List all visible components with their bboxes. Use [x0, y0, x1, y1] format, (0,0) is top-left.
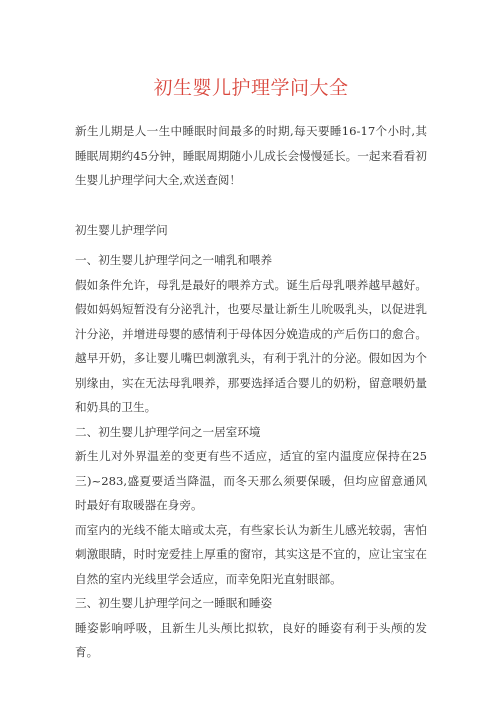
environment-paragraph-temperature: 新生儿对外界温差的变更有些不适应，适宜的室内温度应保持在25三)~283,盛夏要适当降温，而冬天那么须要保暖，但均应留意通风时最好有取暖器在身旁。 [75, 449, 427, 512]
environment-paragraph-light: 而室内的光线不能太暗或太亮，有些家长认为新生儿感光较弱，害怕刺激眼睛，时时宠爱挂上厚重的窗帘，其实这是不宜的，应让宝宝在自然的室内光线里学会适应，而幸免阳光直射眼部。 [75, 522, 427, 586]
sleep-paragraph: 睡姿影响呼吸，且新生儿头颅比拟软，良好的睡姿有利于头颅的发育。 [75, 620, 427, 659]
section-heading-environment: 二、初生婴儿护理学问之一居室环境 [75, 424, 261, 439]
intro-paragraph: 新生儿期是人一生中睡眠时间最多的时期,每天要睡16-17个小时,其睡眠周期约45分钟，睡眠周期随小儿成长会慢慢延长。一起来看看初生婴儿护理学问大全,欢送查阅！ [75, 124, 427, 187]
feeding-paragraph: 假如条件允许，母乳是最好的喂养方式。诞生后母乳喂养越早越好。假如妈妈短暂没有分泌乳汁，也要尽量让新生儿吮吸乳头，以促进乳汁分泌，并增进母婴的感情利于母体因分娩造成的产后伤口的愈合。越早开奶，多让婴儿嘴巴刺激乳头，有利于乳汁的分泌。假如因为个别缘由，实在无法母乳喂养，那要选择适合婴儿的奶粉，留意喂奶量和奶具的卫生。 [75, 277, 427, 414]
document-title: 初生婴儿护理学问大全 [153, 77, 349, 99]
section-heading-sleep: 三、初生婴儿护理学问之一睡眠和睡姿 [75, 596, 273, 610]
section-label: 初生婴儿护理学问 [75, 222, 168, 237]
section-heading-feeding: 一、初生婴儿护理学问之一哺乳和喂养 [75, 253, 273, 267]
